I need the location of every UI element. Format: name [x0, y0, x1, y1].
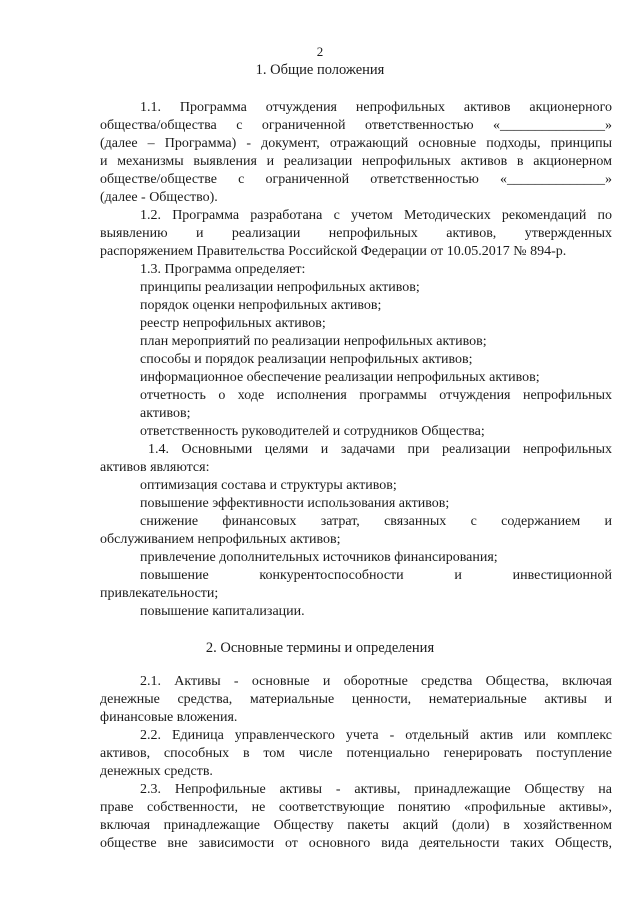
- paragraph-2-1-line: денежные средства, материальные ценности, нематериальные активы и: [100, 692, 612, 707]
- paragraph-1-4-line: активов являются:: [100, 460, 210, 475]
- paragraph-1-1-line: 1.1. Программа отчуждения непрофильных активов акционерного: [140, 100, 612, 115]
- paragraph-2-3-line: 2.3. Непрофильные активы - активы, принадлежащие Обществу на: [140, 782, 612, 797]
- paragraph-2-3-line: обществе вне зависимости от основного вида деятельности таких Обществ,: [100, 836, 612, 851]
- list-item: порядок оценки непрофильных активов;: [140, 298, 382, 313]
- list-item: план мероприятий по реализации непрофильных активов;: [140, 334, 487, 349]
- paragraph-1-3-intro: 1.3. Программа определяет:: [140, 262, 306, 277]
- paragraph-1-1-line: (далее – Программа) - документ, отражающий основные подходы, принципы: [100, 136, 612, 151]
- section-1-title: 1. Общие положения: [255, 62, 385, 78]
- paragraph-2-2-line: денежных средств.: [100, 764, 213, 779]
- list-item: привлечение дополнительных источников финансирования;: [140, 550, 498, 565]
- list-item: обслуживанием непрофильных активов;: [100, 532, 341, 547]
- section-2-title: 2. Основные термины и определения: [205, 640, 435, 656]
- paragraph-1-2-line: выявлению и реализации непрофильных активов, утвержденных: [100, 226, 612, 241]
- paragraph-2-2-line: активов, способных в том числе потенциально генерировать поступление: [100, 746, 612, 761]
- paragraph-2-3-line: праве собственности, не соответствующие понятию «профильные активы»,: [100, 800, 612, 815]
- paragraph-1-2-line: распоряжением Правительства Российской Федерации от 10.05.2017 № 894-р.: [100, 244, 567, 259]
- list-item: снижение финансовых затрат, связанных с содержанием и: [140, 514, 612, 529]
- list-item: активов;: [140, 406, 191, 421]
- paragraph-2-1-line: финансовые вложения.: [100, 710, 238, 725]
- list-item: повышение конкурентоспособности и инвестиционной: [140, 568, 612, 583]
- list-item: отчетность о ходе исполнения программы отчуждения непрофильных: [140, 388, 612, 403]
- paragraph-2-2-line: 2.2. Единица управленческого учета - отдельный актив или комплекс: [140, 728, 612, 743]
- paragraph-1-2-line: 1.2. Программа разработана с учетом Методических рекомендаций по: [140, 208, 612, 223]
- page-number: 2: [316, 44, 324, 59]
- paragraph-1-1-line: и механизмы выявления и реализации непрофильных активов в акционерном: [100, 154, 612, 169]
- paragraph-2-3-line: включая принадлежащие Обществу пакеты акций (доли) в хозяйственном: [100, 818, 612, 833]
- list-item: привлекательности;: [100, 586, 219, 601]
- paragraph-1-4-line: 1.4. Основными целями и задачами при реализации непрофильных: [148, 442, 612, 457]
- paragraph-2-1-line: 2.1. Активы - основные и оборотные средства Общества, включая: [140, 674, 612, 689]
- list-item: способы и порядок реализации непрофильных активов;: [140, 352, 473, 367]
- list-item: повышение эффективности использования активов;: [140, 496, 450, 511]
- list-item: принципы реализации непрофильных активов;: [140, 280, 420, 295]
- list-item: ответственность руководителей и сотрудников Общества;: [140, 424, 485, 439]
- paragraph-1-1-line: (далее - Общество).: [100, 190, 218, 205]
- list-item: оптимизация состава и структуры активов;: [140, 478, 397, 493]
- list-item: повышение капитализации.: [140, 604, 305, 619]
- list-item: информационное обеспечение реализации непрофильных активов;: [140, 370, 540, 385]
- list-item: реестр непрофильных активов;: [140, 316, 326, 331]
- paragraph-1-1-line: общества/общества с ограниченной ответственностью «_______________»: [100, 118, 612, 133]
- paragraph-1-1-line: обществе/обществе с ограниченной ответственностью «______________»: [100, 172, 612, 187]
